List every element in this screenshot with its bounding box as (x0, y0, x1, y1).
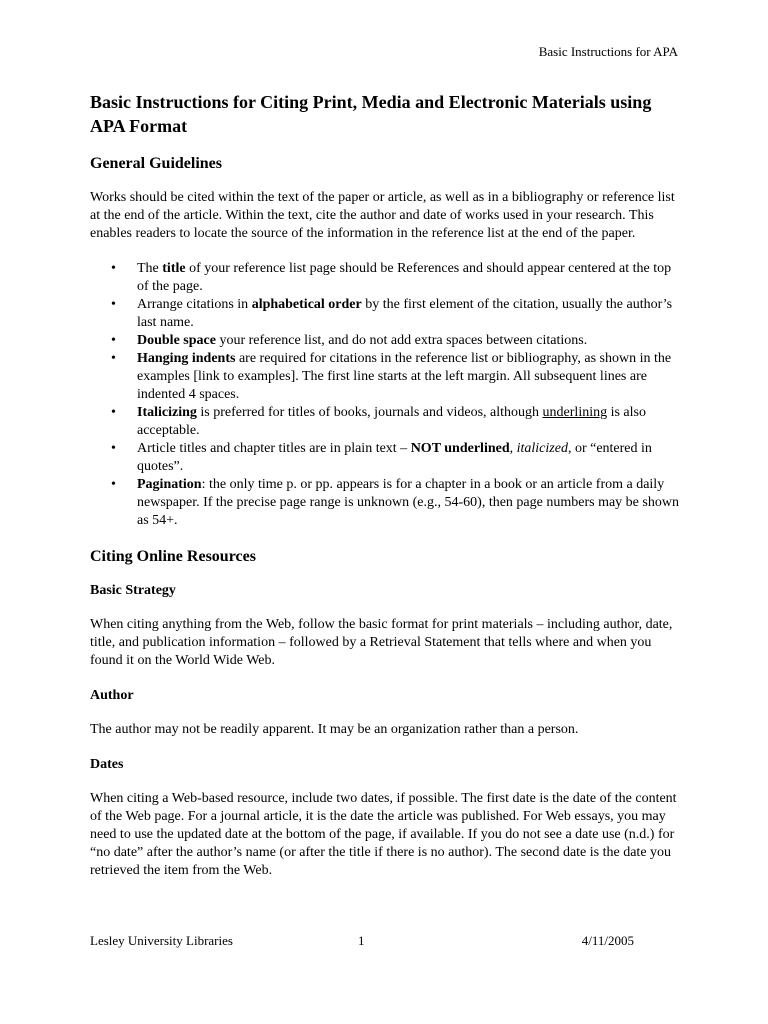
running-header: Basic Instructions for APA (538, 44, 678, 59)
basic-strategy-paragraph: When citing anything from the Web, follow the basic format for print materials – including author, date, title, and publication information – followed by a Retrieval Statement that tells where and when you found it on the World Wide Web. (90, 617, 673, 668)
basic-strategy-heading: Basic Strategy (90, 583, 176, 598)
general-intro-paragraph: Works should be cited within the text of the paper or article, as well as in a bibliography or reference list at the end of the article. Within the text, cite the author and date of works used in your research. This enables readers to locate the source of the information in the reference list at the end of the paper. (90, 190, 675, 241)
list-item: • Double space your reference list, and do not add extra spaces between citations. (137, 332, 680, 350)
list-item: • Italicizing is preferred for titles of books, journals and videos, although underlining is also acceptable. (137, 404, 680, 440)
dates-paragraph: When citing a Web-based resource, include two dates, if possible. The first date is the date of the content of the Web page. For a journal article, it is the date the article was published. For Web essays, you may need to use the updated date at the bottom of the page, if available. If you do not see a date use (n.d.) for “no date” after the author’s name (or after the title if there is no author). The second date is the date you retrieved the item from the Web. (90, 791, 677, 878)
page-number: 1 (358, 933, 365, 948)
list-item: • The title of your reference list page should be References and should appear centered at the top of the page. (137, 260, 680, 296)
list-item: • Pagination: the only time p. or pp. appears is for a chapter in a book or an article from a daily newspaper. If the precise page range is unknown (e.g., 54-60), then page numbers may be shown as 54+. (137, 476, 680, 530)
list-item: • Hanging indents are required for citations in the reference list or bibliography, as shown in the examples [link to examples]. The first line starts at the left margin. All subsequent lines are indented 4 spaces. (137, 350, 680, 404)
document-title: Basic Instructions for Citing Print, Media and Electronic Materials using APA Format (90, 92, 652, 136)
citing-online-heading: Citing Online Resources (90, 548, 256, 565)
footer-date: 4/11/2005 (581, 933, 634, 948)
guidelines-list (90, 260, 680, 530)
dates-heading: Dates (90, 757, 124, 772)
author-heading: Author (90, 688, 134, 703)
footer-institution: Lesley University Libraries (90, 933, 233, 948)
list-item: • Arrange citations in alphabetical order by the first element of the citation, usually the author’s last name. (137, 296, 680, 332)
general-guidelines-heading: General Guidelines (90, 155, 222, 172)
list-item: • Article titles and chapter titles are in plain text – NOT underlined, italicized, or “entered in quotes”. (137, 440, 680, 476)
document-body (90, 90, 680, 897)
author-paragraph: The author may not be readily apparent. It may be an organization rather than a person. (90, 722, 579, 737)
